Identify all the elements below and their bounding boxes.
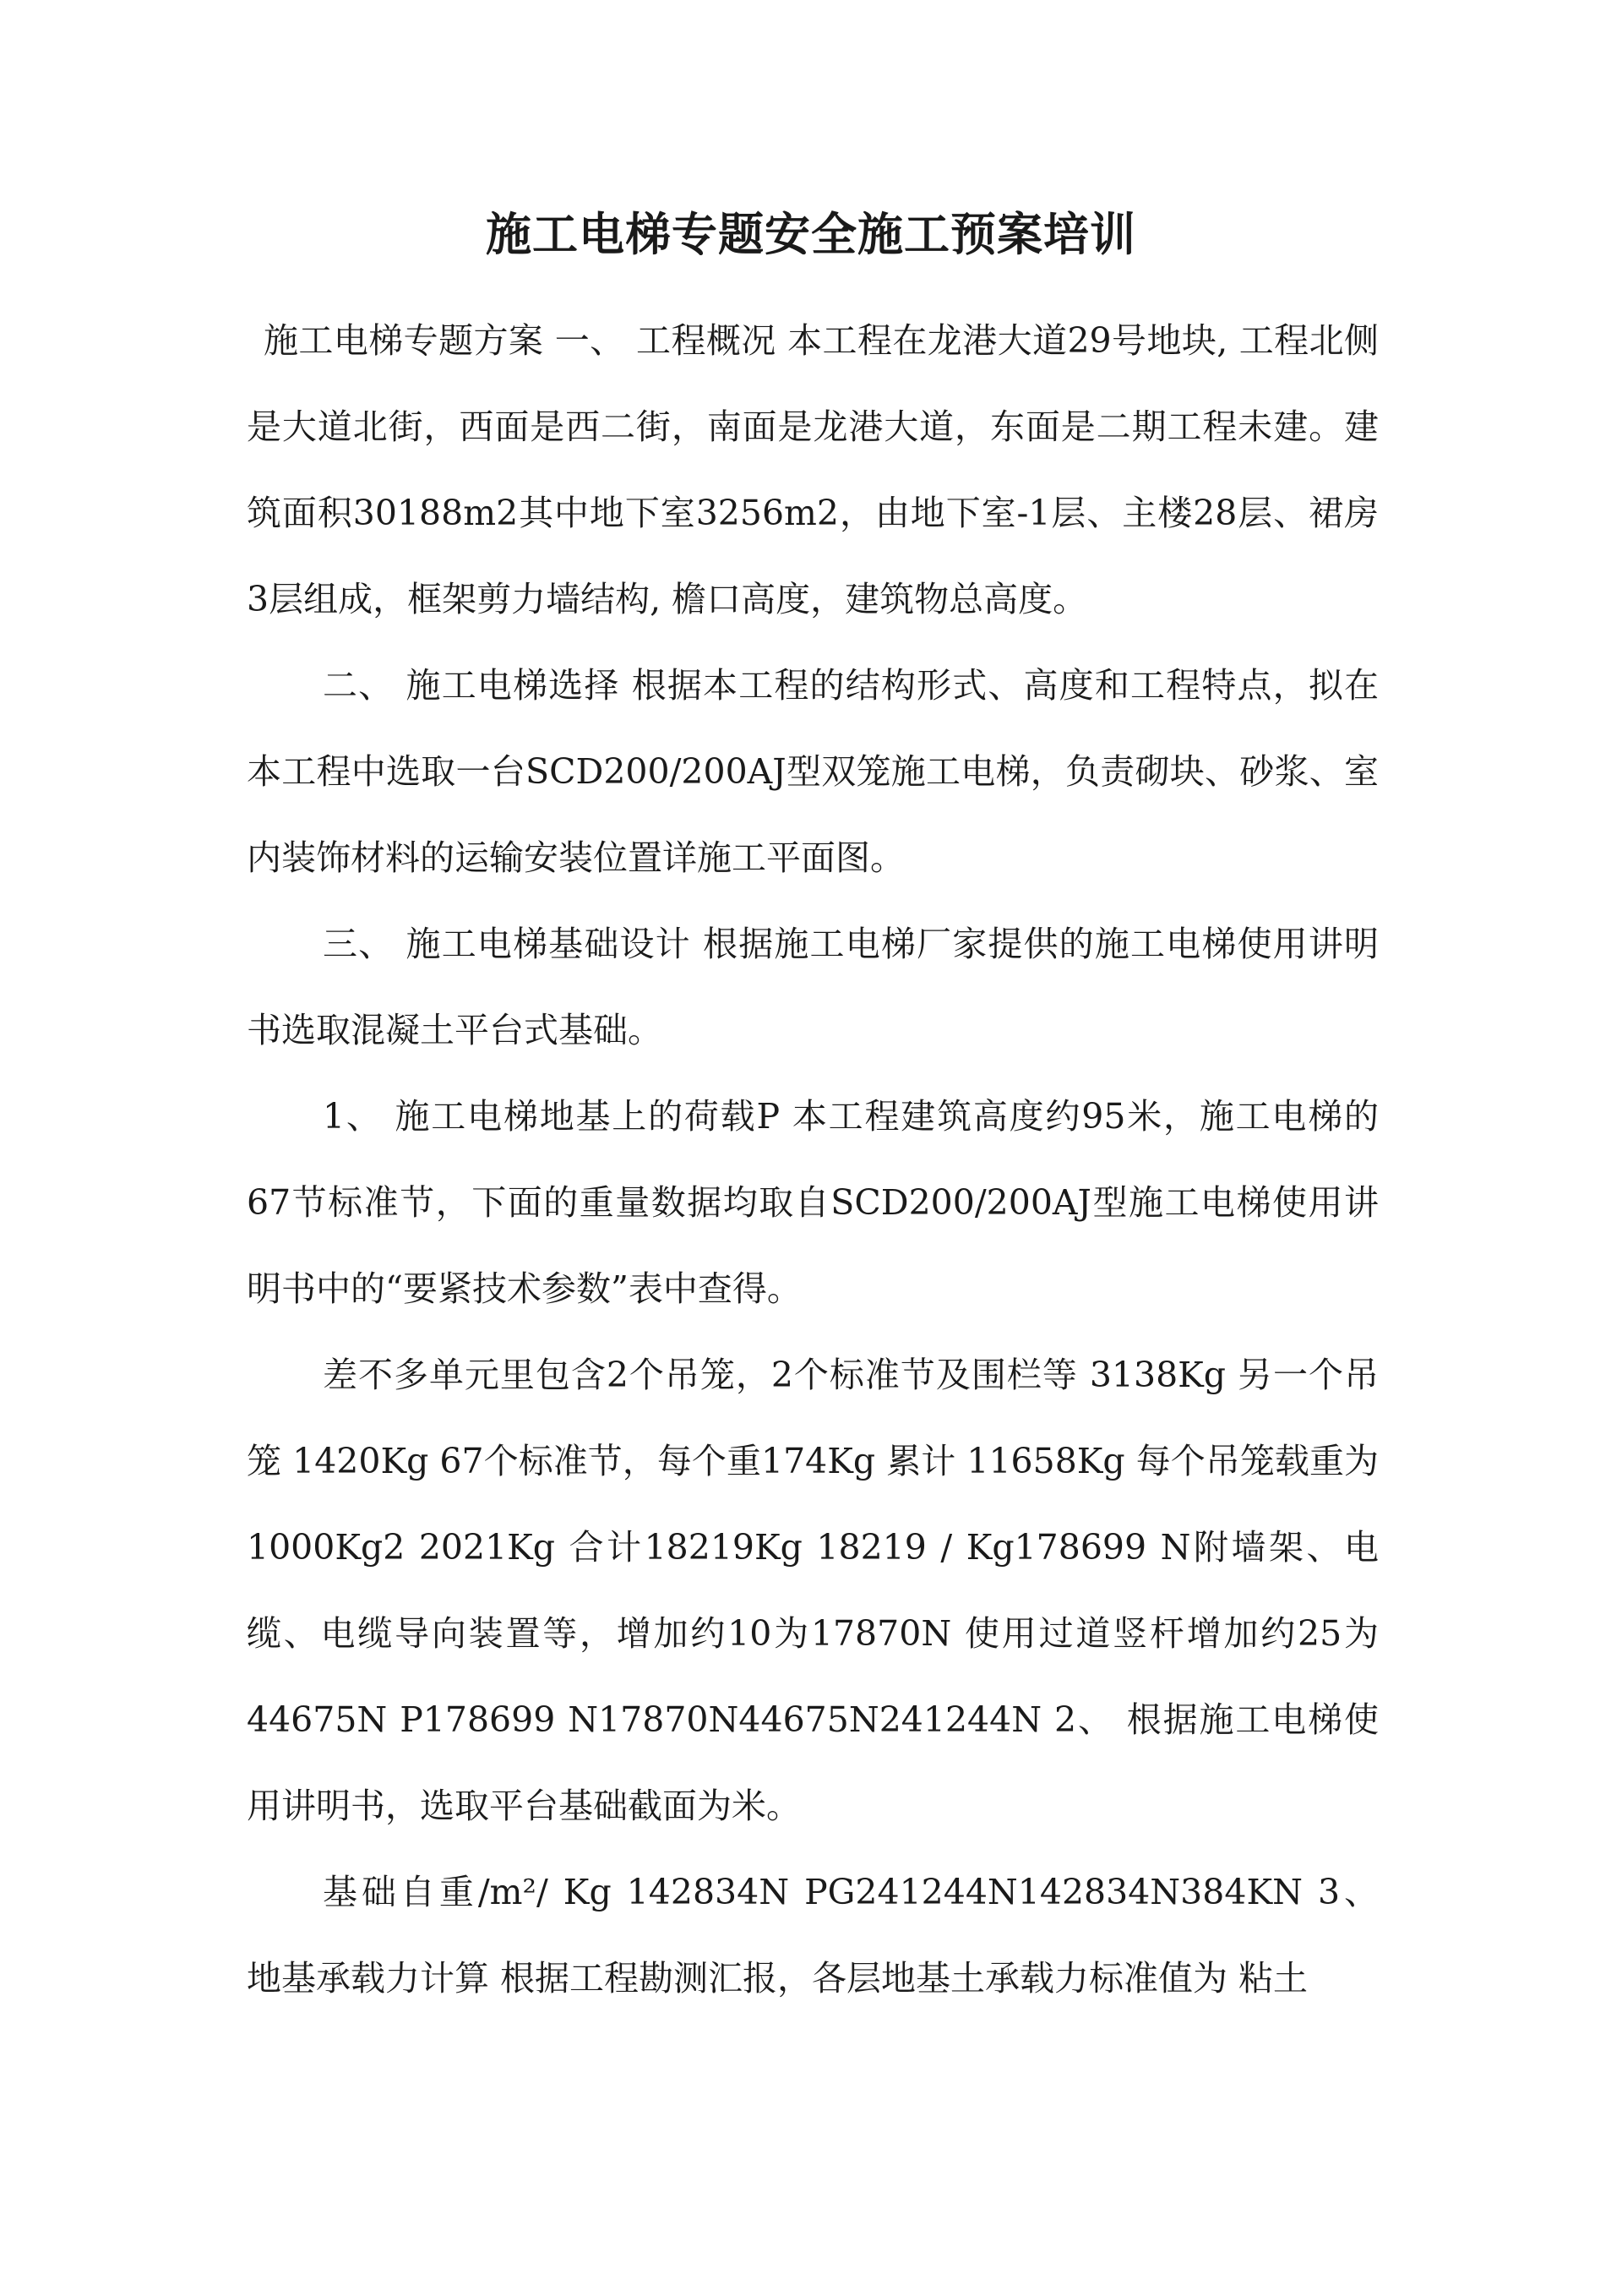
paragraph-weight-calculation: 差不多单元里包含2个吊笼，2个标准节及围栏等 3138Kg 另一个吊笼 1420Kg 67个标准节，每个重174Kg 累计 11658Kg 每个吊笼载重为1000Kg2 2021Kg 合计18219Kg 18219 / Kg178699 N附墙架、电缆、电缆导向装置等，增加约10为17870N 使用过道竖杆增加约25为44675N P178699 N17870N44675N241244N 2、 根据施工电梯使用讲明书，选取平台基础截面为米。 <box>247 1355 1379 1826</box>
paragraph-project-overview: 施工电梯专题方案 一、 工程概况 本工程在龙港大道29号地块, 工程北侧是大道北街，西面是西二街，南面是龙港大道，东面是二期工程未建。建筑面积30188m2其中地下室3256m2，由地下室-1层、主楼28层、裙房3层组成，框架剪力墙结构, 檐口高度，建筑物总高度。 <box>247 320 1379 619</box>
paragraph-foundation-load: 1、 施工电梯地基上的荷载P 本工程建筑高度约95米，施工电梯的67节标准节，下面的重量数据均取自SCD200/200AJ型施工电梯使用讲明书中的“要紧技术参数”表中查得。 <box>247 1096 1379 1309</box>
paragraph-elevator-selection: 二、 施工电梯选择 根据本工程的结构形式、高度和工程特点，拟在本工程中选取一台SCD200/200AJ型双笼施工电梯，负责砌块、砂浆、室内装饰材料的运输安装位置详施工平面图。 <box>247 665 1379 878</box>
paragraph-foundation-design: 三、 施工电梯基础设计 根据施工电梯厂家提供的施工电梯使用讲明书选取混凝土平台式基础。 <box>247 924 1379 1050</box>
document-title: 施工电梯专题安全施工预案培训 <box>486 207 1136 261</box>
paragraph-self-weight: 基础自重/m²/ Kg 142834N PG241244N142834N384KN 3、 地基承载力计算 根据工程勘测汇报，各层地基土承载力标准值为 粘土 <box>247 1872 1379 1999</box>
document-body <box>247 297 1379 2021</box>
